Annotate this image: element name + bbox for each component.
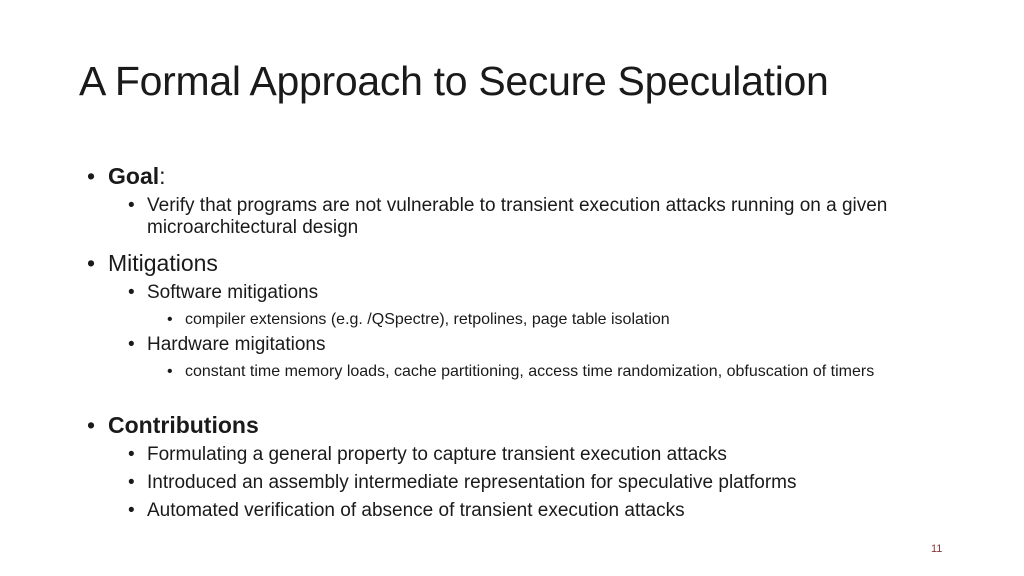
contribution-item [128,472,797,494]
bullet-dot: • [87,250,96,276]
bullet-dot: • [87,163,96,189]
bullet-dot: • [87,412,96,438]
contributions-heading: Contributions [108,412,259,438]
contribution-item-text: Formulating a general property to capture transient execution attacks [147,444,727,465]
mitigations-heading: Mitigations [108,250,218,276]
bullet-dot: • [128,472,135,493]
goal-item [128,195,948,239]
bullet-dot: • [128,282,135,303]
contribution-item [128,444,727,466]
bullet-contributions [87,412,259,438]
software-mitigations-detail [167,310,670,330]
hardware-mitigations-detail [167,362,957,382]
hardware-mitigations-detail-text: constant time memory loads, cache partitioning, access time randomization, obfuscation of timers [185,363,875,380]
bullet-mitigations [87,250,218,276]
contribution-item-text: Automated verification of absence of transient execution attacks [147,500,685,521]
bullet-dot: • [128,334,135,355]
page-number: 11 [931,543,943,555]
bullet-dot: • [128,444,135,465]
goal-heading: Goal [108,163,160,189]
goal-item-text: Verify that programs are not vulnerable to transient execution attacks running on a given microarchitectural design [147,195,888,238]
slide-title: A Formal Approach to Secure Speculation [79,58,829,104]
bullet-dot: • [167,311,173,328]
hardware-mitigations-item [128,334,325,356]
goal-heading-colon: : [159,163,166,189]
contribution-item-text: Introduced an assembly intermediate representation for speculative platforms [147,472,797,493]
bullet-dot: • [167,363,173,380]
bullet-dot: • [128,500,135,521]
software-mitigations-item [128,282,318,304]
bullet-dot: • [128,195,135,216]
software-mitigations-detail-text: compiler extensions (e.g. /QSpectre), retpolines, page table isolation [185,311,670,328]
contribution-item [128,500,685,522]
software-mitigations-label: Software mitigations [147,282,319,303]
bullet-goal [87,163,166,189]
hardware-mitigations-label: Hardware migitations [147,334,326,355]
